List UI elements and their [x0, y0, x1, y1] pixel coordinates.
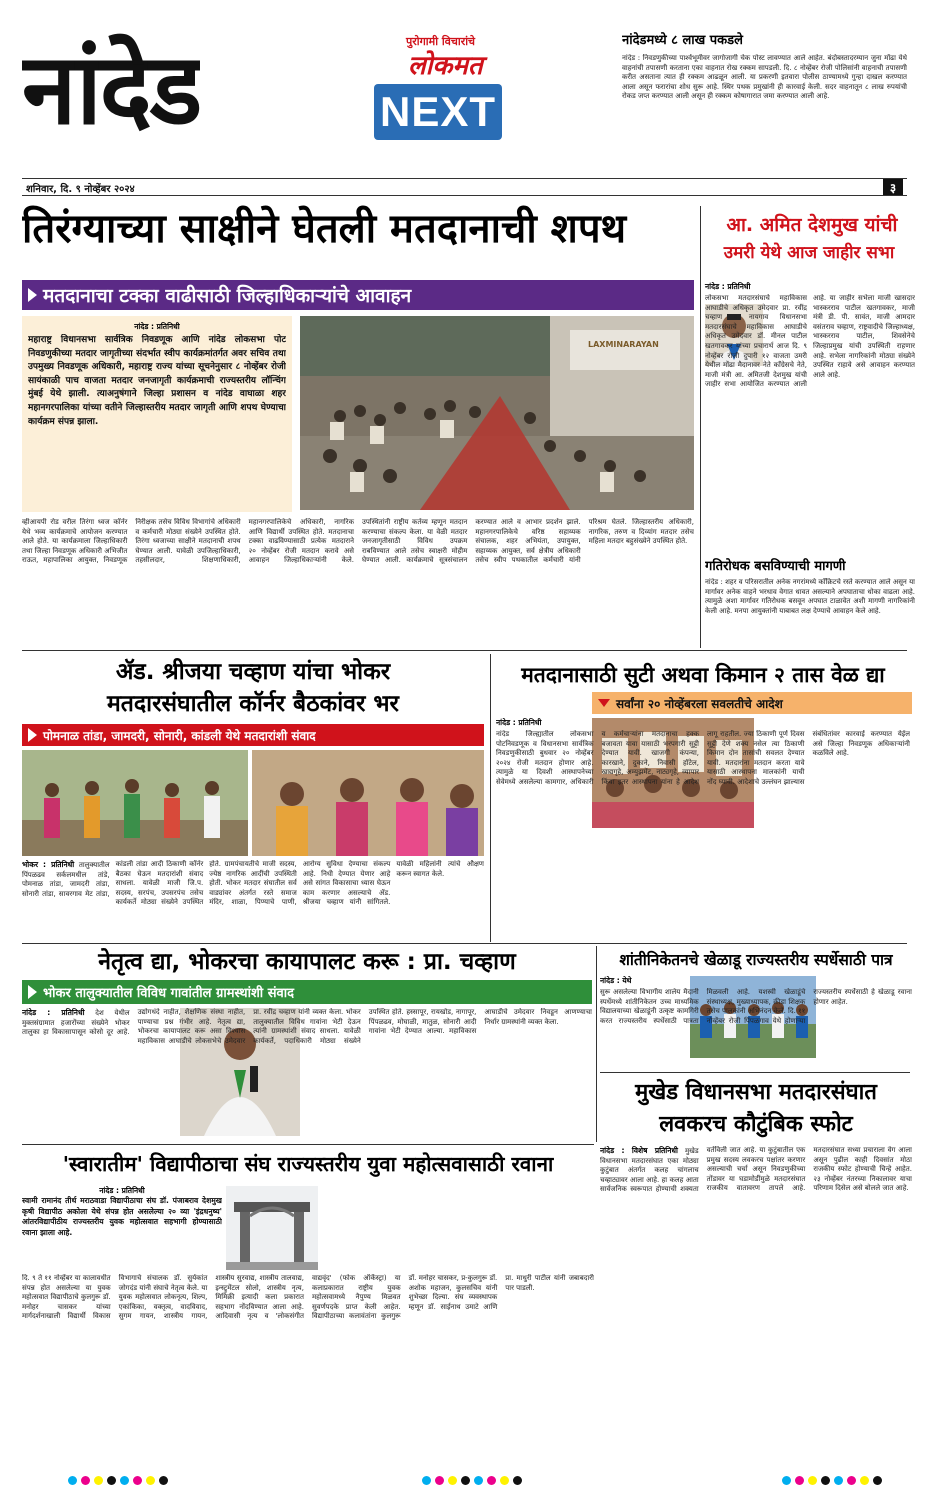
lead-strip: [22, 280, 694, 310]
register-dot: [435, 1476, 444, 1485]
arrow-icon: [28, 985, 37, 999]
divider: [22, 650, 907, 651]
sutti-byline: नांदेड : प्रतिनिधी: [496, 718, 542, 727]
shrijaya-photo-right: [252, 750, 484, 856]
university-gate-photo-illustration: [226, 1186, 318, 1270]
speed-breaker-body: नांदेड : शहर व परिसरातील अनेक नगरांमध्ये काँक्रिटचे रस्ते करण्यात आले असून या मार्गावर अनेक वाहने भरधाव वेगात धावत असल्याने अपघाताचा धोका वाढला आहे. त्यामुळे अशा मार्गावर गतिरोधक बसवून अपघात टाळावेत अशी मागणी नागरिकांनी केली आहे. मनपा आयुक्तांनी याबाबत लक्ष देण्याचे आवाहन केले आहे.: [705, 578, 915, 615]
register-dots-right: [782, 1476, 882, 1485]
netrutva-headline: नेतृत्व द्या, भोकरचा कायापालट करू : प्रा. चव्हाण: [98, 949, 516, 975]
sutti-body: नांदेड जिल्ह्यातील लोकसभा पोटनिवडणूक व विधानसभा सार्वत्रिक निवडणुकीसाठी बुधवार २० नोव्हेंबर २०२४ रोजी मतदान होणार आहे. त्यामुळे या दिवशी आस्थापनेच्या सेवेमध्ये असलेल्या कामगार, अधिकारी व कर्मचाऱ्यांना मतदानाचा हक्क बजावता यावा यासाठी भरपगारी सुट्टी देण्यात यावी. खाजगी कंपन्या, कारखाने, दुकाने, निवासी हॉटेल, खाद्यगृहे, अम्युझमेंट, नाट्यगृहे, व्यापार किंवा इतर आस्थापना यांना हे आदेश लागू राहतील. ज्या ठिकाणी पूर्ण दिवस सुट्टी देणे शक्य नसेल त्या ठिकाणी किमान दोन तासांची सवलत देण्यात यावी. मतदारांना मतदान करता यावे यासाठी आस्थापना मालकांनी याची नोंद घ्यावी. आदेशाचे उल्लंघन झाल्यास संबंधितांवर कारवाई करण्यात येईल असे जिल्हा निवडणूक अधिकाऱ्यांनी कळविले आहे.: [496, 730, 910, 786]
register-dot: [834, 1476, 843, 1485]
netrutva-body: [22, 1008, 592, 1140]
netrutva-byline: नांदेड : प्रतिनिधी: [22, 1008, 85, 1017]
mukhed-headline-2: लवकरच कौटुंबिक स्फोट: [659, 1112, 853, 1137]
right-top-body: लोकसभा मतदारसंघाचे महाविकास आघाडीचे अधिकृत उमेदवार प्रा. रवींद्र चव्हाण व नायगाव विधानसभा मतदारसंघाचे महाविकास आघाडीचे अधिकृत उमेदवार डॉ. मीनल पाटील खतगावकर यांच्या प्रचारार्थ आज दि. ९ नोव्हेंबर रोजी दुपारी १२ वाजता उमरी येथील मोंढा मैदानावर नेते काँग्रेसचे नेते, माजी मंत्री आ. अमितजी देशमुख यांची जाहीर सभा आयोजित करण्यात आली आहे. या जाहीर सभेला माजी खासदार भास्करराव पाटील खतगावकर, माजी मंत्री डी. पी. सावंत, माजी आमदार वसंतराव चव्हाण, राष्ट्रवादीचे जिल्हाध्यक्ष, भास्करराव पाटील, शिवसेनेचे जिल्हाप्रमुख यांची उपस्थिती राहणार आहे. सभेला नागरिकांनी मोठ्या संख्येने उपस्थित राहावे असे आवाहन करण्यात आले आहे.: [705, 294, 915, 389]
lead-photo: [300, 316, 694, 510]
register-dot: [795, 1476, 804, 1485]
lead-headline: तिरंग्याच्या साक्षीने घेतली मतदानाची शपथ: [22, 206, 627, 252]
register-dot: [782, 1476, 791, 1485]
sutti-text: [496, 718, 910, 940]
photo-banner-text: LAXMINARAYAN: [588, 340, 659, 349]
lead-intro-box: [22, 316, 292, 512]
swaratim-headline: 'स्वारातीम' विद्यापीठाचा संघ राज्यस्तरीय युवा महोत्सवासाठी रवाना: [62, 1152, 554, 1176]
logo-block: [374, 32, 514, 142]
netrutva-body-text: देश येथील मुक्तसंग्रामात हजारोंच्या संख्येने भोकर तालुका हा विकासापासून कोसो दूर आहे. उद्योगधंदे नाहीत, शैक्षणिक संस्था नाहीत, पाण्याचा प्रश्न गंभीर आहे. नेतृत्व द्या, भोकरचा कायापालट करू असा विश्वास महाविकास आघाडीचे लोकसभेचे उमेदवार प्रा. रवींद्र चव्हाण यांनी व्यक्त केला. भोकर तालुक्यातील विविध गावांना भेटी देऊन त्यांनी ग्रामस्थांशी संवाद साधला. यावेळी कार्यकर्ते, पदाधिकारी मोठ्या संख्येने उपस्थित होते. हस्सापूर, रायखोड, नागापूर, पिंपळढव, मोघाळी, मातुळ, सोनारी आदी गावांना भेटी देण्यात आल्या. महाविकास आघाडीचे उमेदवार निवडून आणण्याचा निर्धार ग्रामस्थांनी व्यक्त केला.: [22, 1008, 592, 1045]
register-dot: [448, 1476, 457, 1485]
register-dots-center: [422, 1476, 522, 1485]
right-top-article: [705, 282, 915, 552]
logo-next-badge: [374, 84, 502, 140]
footer-register-bar: [22, 1474, 907, 1488]
register-dot: [847, 1476, 856, 1485]
lead-body: व्हीआयपी रोड वरील तिरंगा ध्वज कॉर्नर येथे भव्य कार्यक्रमाचे आयोजन करण्यात आले होते. या कार्यक्रमाला जिल्हाधिकारी तथा जिल्हा निवडणूक अधिकारी अभिजीत राऊत, महापालिका आयुक्त, निवडणूक निरीक्षक तसेच विविध विभागांचे अधिकारी व कर्मचारी मोठ्या संख्येने उपस्थित होते. तिरंगा ध्वजाच्या साक्षीने मतदानाची शपथ घेण्यात आली. यावेळी उपजिल्हाधिकारी, तहसीलदार, शिक्षणाधिकारी, महानगरपालिकेचे अधिकारी, नागरिक आणि विद्यार्थी उपस्थित होते. मतदानाचा टक्का वाढविण्यासाठी प्रत्येक मतदाराने २० नोव्हेंबर रोजी मतदान करावे असे आवाहन जिल्हाधिकाऱ्यांनी केले. उपस्थितांनी राष्ट्रीय कर्तव्य म्हणून मतदान करण्याचा संकल्प केला. या वेळी मतदार जनजागृतीसाठी विविध उपक्रम राबविण्यात आले तसेच स्वाक्षरी मोहीम घेण्यात आली. कार्यक्रमाचे सूत्रसंचालन करण्यात आले व आभार प्रदर्शन झाले. महानगरपालिकेचे वरिष्ठ सहाय्यक संचालक, शहर अभियंता, उपायुक्त, सहाय्यक आयुक्त, सर्व क्षेत्रीय अधिकारी तसेच स्वीप पथकातील कर्मचारी यांनी परिश्रम घेतले. जिल्हास्तरीय अधिकारी, नागरिक, तरुण व दिव्यांग मतदार तसेच महिला मतदार बहुसंख्येने उपस्थित होते.: [22, 518, 694, 565]
right-top-headline-2: उमरी येथे आज जाहीर सभा: [723, 243, 895, 263]
register-dot: [422, 1476, 431, 1485]
down-arrow-icon: [598, 699, 610, 707]
divider: [22, 943, 907, 944]
shrijaya-headline-2: मतदारसंघातील कॉर्नर बैठकांवर भर: [107, 691, 399, 717]
top-brief-headline: नांदेडमध्ये ८ लाख पकडले: [622, 33, 743, 48]
shrijaya-strip: [22, 724, 484, 746]
villagers-photo-illustration: [22, 750, 248, 856]
swaratim-intro-block: [22, 1186, 222, 1270]
register-dot: [133, 1476, 142, 1485]
shrijaya-byline: भोकर : प्रतिनिधी: [22, 860, 75, 869]
mukhed-body: [600, 1146, 912, 1462]
logo-brand: लोकमत: [408, 51, 483, 81]
netrutva-strip: [22, 980, 592, 1004]
register-dot: [487, 1476, 496, 1485]
mukhed-byline: नांदेड : विशेष प्रतिनिधी: [600, 1146, 678, 1155]
divider: [22, 1144, 594, 1145]
register-dot: [500, 1476, 509, 1485]
register-dot: [107, 1476, 116, 1485]
divider: [490, 654, 491, 942]
date-line: शनिवार, दि. ९ नोव्हेंबर २०२४: [26, 184, 135, 195]
shrijaya-strip-text: पोमनाळ तांडा, जामदरी, सोनारी, कांडली येथे मतदारांशी संवाद: [43, 728, 316, 743]
shantiniketan-headline: शांतीनिकेतनचे खेळाडू राज्यस्तरीय स्पर्धेसाठी पात्र: [619, 951, 893, 969]
masthead: [22, 22, 612, 172]
right-top-byline: नांदेड : प्रतिनिधी: [705, 282, 751, 291]
masthead-title: नांदेड: [22, 33, 201, 147]
register-dots-left: [68, 1476, 168, 1485]
shrijaya-text: [22, 860, 484, 940]
logo-next-text: NEXT: [379, 88, 496, 135]
register-dot: [120, 1476, 129, 1485]
sutti-strip-text: सर्वांना २० नोव्हेंबरला सवलतीचे आदेश: [616, 696, 783, 711]
register-dot: [146, 1476, 155, 1485]
swaratim-body: दि. ९ ते ११ नोव्हेंबर या कालावधीत संपन्न होत असलेल्या या युवक महोत्सवात विद्यापीठाचे कुलगुरू डॉ. मनोहर चासकर यांच्या मार्गदर्शनाखाली विद्यार्थी विकास विभागाचे संचालक डॉ. सुर्यकांत जोगदंड यांनी संघाचे नेतृत्व केले. या युवक महोत्सवात लोकनृत्य, शिल्प, एकांकिका, वक्तृत्व, वादविवाद, सुगम गायन, शास्त्रीय गायन, शास्त्रीय सुरवाद्य, शास्त्रीय तालवाद्य, इन्स्ट्रुमेंटल सोलो, शास्त्रीय नृत्य, मिमिक्री इत्यादी कला प्रकारात सहभाग नोंदविण्यात आला आहे. आदिवासी नृत्य व 'लोकसंगीत वाद्यवृंद' (फोक ऑर्केस्ट्रा) या कलाप्रकारात राष्ट्रीय युवक महोत्सवामध्ये नैपुण्य मिळवत सुवर्णपदके प्राप्त केली आहेत. विद्यापीठाच्या कलावंतांना कुलगुरू डॉ. मनोहर चासकर, प्र-कुलगुरू डॉ. अशोक महाजन, कुलसचिव यांनी शुभेच्छा दिल्या. संघ व्यवस्थापक म्हणून डॉ. साईनाथ उमाटे आणि प्रा. माधुरी पाटील यांनी जबाबदारी पार पाडली.: [22, 1274, 594, 1321]
register-dot: [513, 1476, 522, 1485]
register-dot: [860, 1476, 869, 1485]
shrijaya-body-text: तालुक्यातील पिंपळढव सर्कलमधील तांडे, पोमनाळ तांडा, जामदरी तांडा, सोनारी तांडा, सावरगाव मेट तांडा, कांडली तांडा आदी ठिकाणी कॉर्नर बैठका घेऊन मतदारांशी संवाद साधला. यावेळी माजी जि.प. सदस्य, सरपंच, उपसरपंच तसेच कार्यकर्ते मोठ्या संख्येने उपस्थित होते. ग्रामपंचायतीचे माजी सदस्य, ज्येष्ठ नागरिक आदींची उपस्थिती होती. भोकर मतदार संघातील सर्व वाड्यांवर अंतर्गत रस्ते समाज मंदिर, शाळा, पिण्याचे पाणी, आरोग्य सुविधा देण्याचा संकल्प आहे. निधी देण्यात येणार आहे असे सांगत विकासाचा ध्यास घेऊन काम करणार असल्याचे ॲड. श्रीजया चव्हाण यांनी सांगितले. यावेळी महिलांनी त्यांचे औक्षण करून स्वागत केले.: [22, 860, 484, 907]
register-dot: [808, 1476, 817, 1485]
page-number: ३: [883, 179, 903, 195]
top-brief-body: नांदेड : निवडणुकीच्या पार्श्वभूमीवर जागोजागी चेक पोस्ट लावण्यात आले आहेत. बंदोबस्तादरम्यान जुना मोंढा येथे वाहनांची तपासणी करताना एका वाहनात रोख रक्कम सापडली. दि. ८ नोव्हेंबर रोजी पोलिसांनी वाहनाची तपासणी करीत असताना त्यात ही रक्कम आढळून आली. या प्रकरणी इतवारा पोलीस ठाण्यामध्ये गुन्हा दाखल करण्यात आला असून फरारांचा शोध सुरू आहे. स्थिर पथक प्रमुखांनी ही कारवाई केली. सदर वाहनातून ८ लाख रुपयांची रोकड जप्त करण्यात आली असून ही रक्कम कोषागारात जमा करण्यात आली आहे.: [622, 54, 907, 101]
date-bar: [22, 178, 907, 196]
women-photo-illustration: [252, 750, 484, 856]
lead-byline: नांदेड : प्रतिनिधी: [134, 322, 180, 331]
mukhed-headline-1: मुखेड विधानसभा मतदारसंघात: [635, 1080, 877, 1105]
logo-tagline: पुरोगामी विचारांचे: [406, 35, 476, 48]
register-dot: [873, 1476, 882, 1485]
lead-strip-text: मतदानाचा टक्का वाढीसाठी जिल्हाधिकाऱ्यांचे आवाहन: [43, 285, 412, 307]
shrijaya-body: [22, 860, 484, 940]
register-dot: [461, 1476, 470, 1485]
shrijaya-photo-left: [22, 750, 248, 856]
swaratim-photo: [226, 1186, 318, 1270]
lead-intro: महाराष्ट्र विधानसभा सार्वत्रिक निवडणूक आणि नांदेड लोकसभा पोट निवडणुकीच्या मतदार जागृतीच्या संदर्भात स्वीप कार्यक्रमांतर्गत अवर सचिव तथा उपमुख्य निवडणूक अधिकारी, महाराष्ट्र राज्य यांच्या सूचनेनुसार ८ नोव्हेंबर रोजी सायंकाळी पाच वाजता मतदार जनजागृती कार्यक्रमाची राज्यस्तरीय लॉन्चिंग मुंबई येथे झाली. त्याअनुषंगाने जिल्हा प्रशासन व नांदेड वाघाळा शहर महानगरपालिका यांच्या वतीने जिल्हास्तरीय मतदार जागृती आणि शपथ घेण्याचा कार्यक्रम संपन्न झाला.: [28, 335, 286, 427]
swaratim-byline: नांदेड : प्रतिनिधी: [99, 1186, 145, 1195]
speed-breaker-subhead: गतिरोधक बसविण्याची मागणी: [705, 559, 846, 574]
register-dot: [68, 1476, 77, 1485]
divider: [596, 946, 597, 1142]
register-dot: [159, 1476, 168, 1485]
netrutva-text: [22, 1008, 592, 1140]
divider: [700, 206, 701, 648]
register-dot: [474, 1476, 483, 1485]
mukhed-text: [600, 1146, 912, 1462]
arrow-icon: [28, 288, 37, 302]
swaratim-intro: स्वामी रामानंद तीर्थ मराठवाडा विद्यापीठाचा संघ डॉ. पंजाबराव देशमुख कृषी विद्यापीठ अकोला येथे संपन्न होत असलेल्या २० व्या 'इंद्रधनुष्य' आंतरविद्यापीठीय राज्यस्तरीय युवक महोत्सवात सहभागी होण्यासाठी रवाना झाला आहे.: [22, 1196, 222, 1237]
right-top-headline-1: आ. अमित देशमुख यांची: [726, 214, 898, 236]
register-dot: [821, 1476, 830, 1485]
top-brief: [622, 32, 907, 172]
sutti-strip: [592, 692, 912, 714]
register-dot: [94, 1476, 103, 1485]
netrutva-strip-text: भोकर तालुक्यातील विविध गावांतील ग्रामस्थांशी संवाद: [43, 986, 294, 1001]
divider: [600, 1072, 910, 1073]
arrow-icon: [28, 728, 37, 742]
register-dot: [81, 1476, 90, 1485]
sutti-headline: मतदानासाठी सुटी अथवा किमान २ तास वेळ द्या: [521, 663, 885, 687]
shantiniketan-body: सुरू असलेल्या विभागीय शालेय मैदानी स्पर्धेमध्ये शांतीनिकेतन उच्च माध्यमिक विद्यालयाच्या खेळाडूंनी उत्कृष्ट कामगिरी करत राज्यस्तरीय स्पर्धेसाठी पात्रता मिळवली आहे. यशस्वी खेळाडूंचे संस्थाध्यक्ष, मुख्याध्यापक, क्रीडा शिक्षक तसेच पालकांनी अभिनंदन केले. दि. ११ नोव्हेंबर रोजी पिंपळगाव येथे होणाऱ्या राज्यस्तरीय स्पर्धेसाठी हे खेळाडू रवाना होणार आहेत.: [600, 988, 912, 1025]
mukhed-body-text: मुखेड विधानसभा मतदारसंघात एका मोठ्या कुटुंबात अंतर्गत कलह चांगलाच चव्हाट्यावर आला आहे. हा कलह आता सार्वजनिक स्वरूपात होण्याची शक्यता वर्तविली जात आहे. या कुटुंबातील एक प्रमुख सदस्य लवकरच पक्षांतर करणार असल्याची चर्चा असून निवडणुकीच्या तोंडावर या घडामोडींमुळे मतदारसंघात राजकीय वातावरण तापले आहे. मतदारसंघात सध्या प्रचाराला वेग आला असून पुढील काही दिवसांत मोठा राजकीय स्फोट होण्याची चिन्हे आहेत. २३ नोव्हेंबर नंतरच्या निकालावर याचा परिणाम दिसेल असे बोलले जात आहे.: [600, 1146, 912, 1194]
shrijaya-headline-1: ॲड. श्रीजया चव्हाण यांचा भोकर: [115, 659, 391, 685]
shantiniketan-byline: नांदेड : येथे: [600, 976, 632, 985]
